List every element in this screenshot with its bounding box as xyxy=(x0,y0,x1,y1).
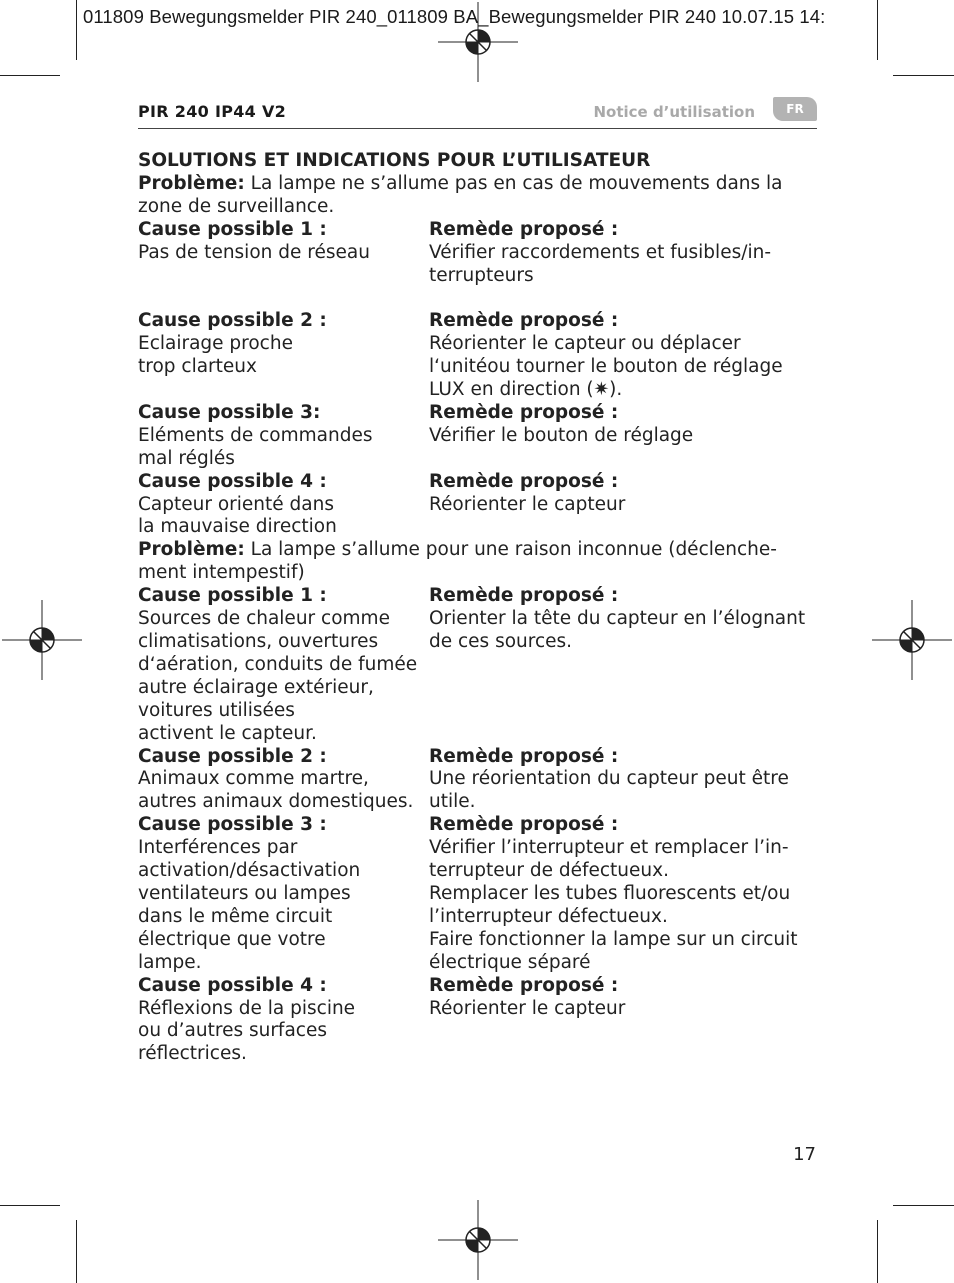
remedy-text-line: électrique séparé xyxy=(429,951,591,973)
cause-column xyxy=(138,585,429,745)
cause-text-line: activation/désactivation xyxy=(138,860,361,882)
remedy-text-line: de ces sources. xyxy=(429,631,573,653)
remedy-text-line: Remplacer les tubes fluorescents et/ou xyxy=(429,882,791,904)
cause-label: Cause possible 1 : xyxy=(138,218,327,240)
language-badge: FR xyxy=(773,97,817,121)
cause-label: Cause possible 1 : xyxy=(138,585,327,607)
cause-text-line: activent le capteur. xyxy=(138,722,317,744)
cause-row xyxy=(138,975,828,1067)
remedy-label: Remède proposé : xyxy=(429,814,619,836)
problem-statement xyxy=(138,173,828,219)
cause-row xyxy=(138,402,828,471)
remedy-column xyxy=(429,975,828,1067)
cause-row xyxy=(138,310,828,402)
remedy-column xyxy=(429,471,828,540)
cause-row xyxy=(138,746,828,815)
cause-label: Cause possible 3 : xyxy=(138,814,327,836)
cause-text-line: ventilateurs ou lampes xyxy=(138,882,351,904)
problem-text: La lampe ne s’allume pas en cas de mouvements dans la xyxy=(244,172,783,194)
spacer xyxy=(138,287,828,310)
remedy-label: Remède proposé : xyxy=(429,401,619,423)
cause-label: Cause possible 4 : xyxy=(138,470,327,492)
model-name: PIR 240 IP44 V2 xyxy=(138,102,287,121)
remedy-label: Remède proposé : xyxy=(429,218,619,240)
page-number: 17 xyxy=(793,1144,816,1165)
remedy-text-line: Orienter la tête du capteur en l’élognant xyxy=(429,608,806,630)
remedy-text-line: Réorienter le capteur ou déplacer xyxy=(429,333,741,355)
cause-column xyxy=(138,814,429,974)
remedy-text-line: Faire fonctionner la lampe sur un circuit xyxy=(429,928,798,950)
remedy-text-line: Réorienter le capteur xyxy=(429,997,626,1019)
cause-column xyxy=(138,471,429,540)
remedy-label: Remède proposé : xyxy=(429,745,619,767)
remedy-label: Remède proposé : xyxy=(429,585,619,607)
problem-text: zone de surveillance. xyxy=(138,195,335,217)
registration-mark-right-icon xyxy=(872,600,952,680)
crop-mark-top-left-h xyxy=(0,75,60,76)
cause-text-line: électrique que votre xyxy=(138,928,326,950)
cause-column xyxy=(138,746,429,815)
registration-mark-left-icon xyxy=(2,600,82,680)
remedy-text-line: Vérifier raccordements et fusibles/in- xyxy=(429,241,771,263)
problem-list xyxy=(138,173,828,1066)
remedy-text-line: LUX en direction (✷). xyxy=(429,379,623,401)
registration-mark-top-icon xyxy=(438,2,518,82)
cause-text-line: mal réglés xyxy=(138,447,235,469)
cause-text-line: Eléments de commandes xyxy=(138,424,373,446)
cause-text-line: autres animaux domestiques. xyxy=(138,791,414,813)
remedy-column xyxy=(429,310,828,402)
crop-mark-top-left-v xyxy=(76,0,77,60)
problem-block xyxy=(138,539,828,1066)
cause-text-line: Eclairage proche xyxy=(138,333,293,355)
cause-column xyxy=(138,310,429,402)
remedy-column xyxy=(429,814,828,974)
remedy-text-line: Vérifier le bouton de réglage xyxy=(429,424,694,446)
notice-label: Notice d’utilisation xyxy=(593,103,755,121)
remedy-text-line: utile. xyxy=(429,791,476,813)
problem-label: Problème: xyxy=(138,539,245,561)
cause-text-line: Interférences par xyxy=(138,837,298,859)
crop-mark-bottom-left-h xyxy=(0,1205,60,1206)
cause-text-line: Sources de chaleur comme xyxy=(138,608,390,630)
cause-text-line: autre éclairage extérieur, xyxy=(138,676,374,698)
cause-text-line: Réflexions de la piscine xyxy=(138,997,356,1019)
cause-text-line: Pas de tension de réseau xyxy=(138,241,370,263)
crop-mark-top-right-h xyxy=(893,75,954,76)
cause-text-line: dans le même circuit xyxy=(138,905,333,927)
remedy-text-line: terrupteurs xyxy=(429,264,534,286)
problem-text: ment intempestif) xyxy=(138,562,305,584)
problem-text-line xyxy=(138,173,828,196)
cause-text-line: trop clarteux xyxy=(138,356,257,378)
page-header xyxy=(138,102,817,129)
cause-text-line: la mauvaise direction xyxy=(138,516,337,538)
cause-label: Cause possible 2 : xyxy=(138,310,327,332)
remedy-label: Remède proposé : xyxy=(429,310,619,332)
problem-text-line xyxy=(138,562,828,585)
crop-mark-bottom-left-v xyxy=(76,1220,77,1283)
problem-statement xyxy=(138,539,828,585)
cause-text-line: lampe. xyxy=(138,951,202,973)
cause-label: Cause possible 4 : xyxy=(138,974,327,996)
registration-mark-bottom-icon xyxy=(438,1200,518,1280)
print-slug: 011809 Bewegungsmelder PIR 240_011809 BA_Bewegungsmelder PIR 240 10.07.15 14: xyxy=(83,6,826,27)
cause-label: Cause possible 3: xyxy=(138,401,321,423)
cause-text-line: ou d’autres surfaces xyxy=(138,1020,327,1042)
section-title: SOLUTIONS ET INDICATIONS POUR L’UTILISATEUR xyxy=(138,150,651,171)
remedy-column xyxy=(429,219,828,288)
cause-row xyxy=(138,219,828,288)
cause-text-line: d‘aération, conduits de fumée xyxy=(138,653,418,675)
remedy-column xyxy=(429,402,828,471)
remedy-label: Remède proposé : xyxy=(429,470,619,492)
crop-mark-bottom-right-h xyxy=(893,1205,954,1206)
remedy-text-line: Une réorientation du capteur peut être xyxy=(429,768,789,790)
cause-text-line: voitures utilisées xyxy=(138,699,295,721)
cause-row xyxy=(138,471,828,540)
problem-block xyxy=(138,173,828,539)
crop-mark-bottom-right-v xyxy=(877,1220,878,1283)
cause-label: Cause possible 2 : xyxy=(138,745,327,767)
troubleshooting-section xyxy=(138,150,828,1066)
cause-text-line: climatisations, ouvertures xyxy=(138,631,379,653)
remedy-text-line: l’interrupteur défectueux. xyxy=(429,905,668,927)
remedy-label: Remède proposé : xyxy=(429,974,619,996)
problem-text: La lampe s’allume pour une raison inconnue (déclenche- xyxy=(244,539,777,561)
problem-text-line xyxy=(138,196,828,219)
remedy-text-line: l‘unitéou tourner le bouton de réglage xyxy=(429,356,783,378)
remedy-column xyxy=(429,585,828,745)
remedy-column xyxy=(429,746,828,815)
remedy-text-line: terrupteur de défectueux. xyxy=(429,860,669,882)
problem-text-line xyxy=(138,539,828,562)
remedy-text-line: Vérifier l’interrupteur et remplacer l’in- xyxy=(429,837,789,859)
cause-row xyxy=(138,585,828,745)
problem-label: Problème: xyxy=(138,172,245,194)
cause-column xyxy=(138,219,429,288)
cause-text-line: Animaux comme martre, xyxy=(138,768,369,790)
crop-mark-top-right-v xyxy=(877,0,878,60)
cause-row xyxy=(138,814,828,974)
cause-text-line: réflectrices. xyxy=(138,1043,247,1065)
cause-text-line: Capteur orienté dans xyxy=(138,493,334,515)
cause-column xyxy=(138,975,429,1067)
remedy-text-line: Réorienter le capteur xyxy=(429,493,626,515)
cause-column xyxy=(138,402,429,471)
